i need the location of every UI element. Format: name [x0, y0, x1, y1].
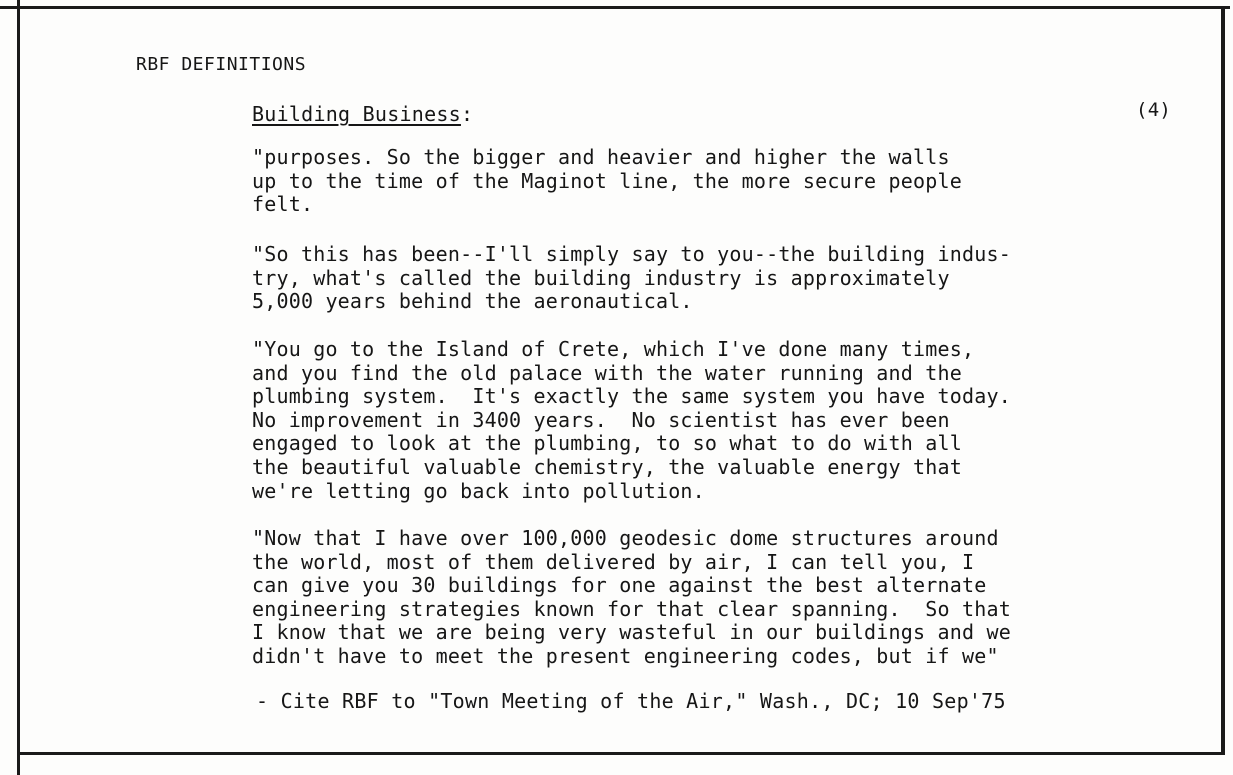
subject-heading — [252, 103, 473, 126]
paragraph-line: can give you 30 buildings for one against the best alternate — [252, 573, 987, 598]
paragraph-line: "So this has been--I'll simply say to you--the building indus- — [252, 242, 1011, 266]
paragraph-line: up to the time of the Maginot line, the more secure people — [252, 168, 962, 193]
paragraph-line: felt. — [252, 192, 314, 217]
paragraph-line: "You go to the Island of Crete, which I've done many times, — [252, 337, 975, 361]
card-border-bottom — [17, 752, 1225, 755]
paragraph-line: 5,000 years behind the aeronautical. — [252, 289, 693, 314]
paragraph-line: I know that we are being very wasteful in our buildings and we — [252, 620, 1011, 645]
paragraph-line: engineering strategies known for that clear spanning. So that — [252, 596, 1011, 621]
paragraph-line: the beautiful valuable chemistry, the valuable energy that — [252, 454, 962, 479]
document-header: RBF DEFINITIONS — [136, 54, 307, 75]
paragraph-line: and you find the old palace with the water running and the — [252, 360, 962, 385]
paragraph-line: No improvement in 3400 years. No scientist has ever been — [252, 407, 950, 432]
subject-suffix: : — [460, 102, 474, 126]
card-border-left — [17, 0, 20, 775]
quote-paragraph-3 — [252, 338, 1011, 503]
quote-paragraph-1 — [252, 146, 962, 217]
paragraph-line: "Now that I have over 100,000 geodesic dome structures around — [252, 526, 999, 550]
page-number: (4) — [1136, 99, 1172, 121]
paragraph-line: the world, most of them delivered by air, I can tell you, I — [252, 549, 975, 574]
paragraph-line: "purposes. So the bigger and heavier and higher the walls — [252, 145, 950, 169]
quote-paragraph-4 — [252, 527, 1011, 669]
card-border-right — [1221, 6, 1225, 755]
paragraph-line: didn't have to meet the present engineering codes, but if we" — [252, 643, 999, 668]
paragraph-line: plumbing system. It's exactly the same system you have today. — [252, 384, 1011, 409]
quote-paragraph-2 — [252, 243, 1011, 314]
card-border-top — [0, 6, 1230, 9]
paragraph-line: engaged to look at the plumbing, to so what to do with all — [252, 431, 962, 456]
paragraph-line: we're letting go back into pollution. — [252, 478, 705, 503]
paragraph-line: try, what's called the building industry is approximately — [252, 265, 950, 290]
subject-label: Building Business — [252, 102, 461, 126]
citation: - Cite RBF to "Town Meeting of the Air," Wash., DC; 10 Sep'75 — [256, 689, 1006, 713]
